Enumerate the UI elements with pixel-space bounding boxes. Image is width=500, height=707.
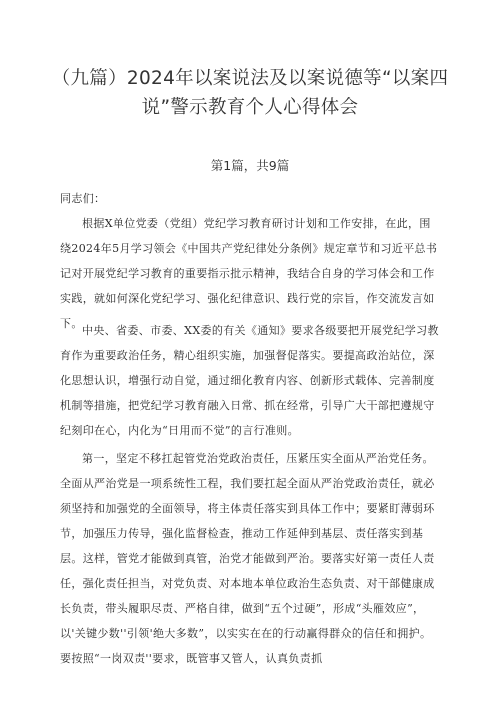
salutation: 同志们： bbox=[60, 192, 106, 205]
document-title-line-1: （九篇）2024年以案说法及以案说德等“以案四 bbox=[51, 68, 449, 89]
body-paragraph-2: 中央、省委、市委、XX委的有关《通知》要求各级要把开展党纪学习教育作为重要政治任务，精心组织实施，加强督促落实。要提高政治站位，深化思想认识，增强行动自觉，通过细化教育内容、创新形式载体、完善制度机制等措施，把党纪学习教育融入日常、抓在经常，引导广大干部把遵规守纪刻印在心，内化为“日用而不觉”的言行准则。 bbox=[60, 324, 439, 437]
body-paragraph-2-block bbox=[60, 318, 440, 443]
document-title-line-2: 说”警示教育个人心得体会 bbox=[141, 97, 359, 118]
document-subtitle: 第1篇，共9篇 bbox=[210, 158, 290, 173]
body-paragraph-3-block bbox=[60, 446, 440, 671]
body-paragraph-3: 第一，坚定不移扛起管党治党政治责任，压紧压实全面从严治党任务。全面从严治党是一项系统性工程，我们要扛起全面从严治党政治责任，就必须坚持和加强党的全面领导，将主体责任落实到具体工作中；要紧盯薄弱环节，加强压力传导，强化监督检查，推动工作延伸到基层、责任落实到基层。这样，管党才能做到真管，治党才能做到严治。要落实好第一责任人责任，强化责任担当，对党负责、对本地本单位政治生态负责、对干部健康成长负责，带头履职尽责、严格自律，做到“五个过硬”，形成“头雁效应”，以'关键少数''引领'绝大多数”，以实实在在的行动赢得群众的信任和拥护。要按照“一岗双责''要求，既管事又管人，认真负责抓 bbox=[60, 452, 435, 665]
body-paragraph-1: 根据X单位党委（党组）党纪学习教育研讨计划和工作安排，在此，围绕2024年5月学习领会《中国共产党纪律处分条例》规定章节和习近平总书记对开展党纪学习教育的重要指示批示精神，我结合自身的学习体会和工作实践，就如何深化党纪学习、强化纪律意识、践行党的宗旨，作交流发言如下。 bbox=[60, 217, 438, 330]
document-title bbox=[40, 64, 460, 122]
